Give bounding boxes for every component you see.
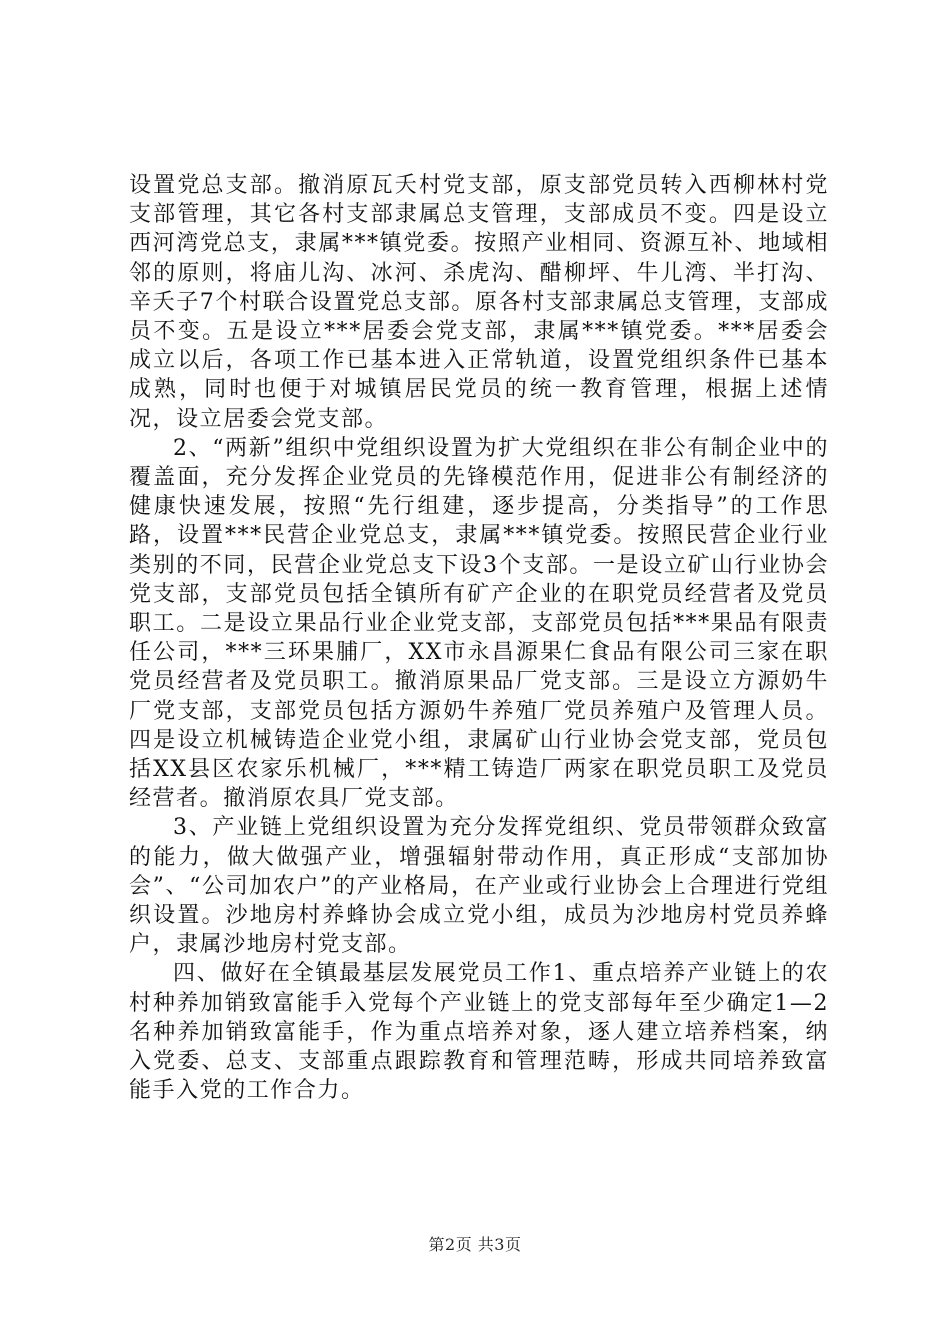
paragraph-1: 设置党总支部。撤消原瓦夭村党支部，原支部党员转入西柳林村党支部管理，其它各村支部隶属总支管理，支部成员不变。四是设立西河湾党总支，隶属***镇党委。按照产业相同、资源互补、地域相邻的原则，将庙儿沟、冰河、杀虎沟、醋柳坪、牛儿湾、半打沟、辛夭子7个村联合设置党总支部。原各村支部隶属总支管理，支部成员不变。五是设立***居委会党支部，隶属***镇党委。***居委会成立以后，各项工作已基本进入正常轨道，设置党组织条件已基本成熟，同时也便于对城镇居民党员的统一教育管理，根据上述情况，设立居委会党支部。: [129, 173, 829, 432]
page-number-footer: 第2页 共3页: [428, 1235, 522, 1254]
document-body: [129, 171, 829, 1106]
paragraph-4: 四、做好在全镇最基层发展党员工作1、重点培养产业链上的农村种养加销致富能手入党每个产业链上的党支部每年至少确定1—2名种养加销致富能手，作为重点培养对象，逐人建立培养档案，纳入党委、总支、支部重点跟踪教育和管理范畴，形成共同培养致富能手入党的工作合力。: [129, 961, 829, 1104]
paragraph-3: 3、产业链上党组织设置为充分发挥党组织、党员带领群众致富的能力，做大做强产业，增强辐射带动作用，真正形成“支部加协会”、“公司加农户”的产业格局，在产业或行业协会上合理进行党组织设置。沙地房村养蜂协会成立党小组，成员为沙地房村党员养蜂户，隶属沙地房村党支部。: [129, 815, 829, 958]
paragraph-2: 2、“两新”组织中党组织设置为扩大党组织在非公有制企业中的覆盖面，充分发挥企业党员的先锋模范作用，促进非公有制经济的健康快速发展，按照“先行组建，逐步提高，分类指导”的工作思路，设置***民营企业党总支，隶属***镇党委。按照民营企业行业类别的不同，民营企业党总支下设3个支部。一是设立矿山行业协会党支部，支部党员包括全镇所有矿产企业的在职党员经营者及党员职工。二是设立果品行业企业党支部，支部党员包括***果品有限责任公司，***三环果脯厂，XX市永昌源果仁食品有限公司三家在职党员经营者及党员职工。撤消原果品厂党支部。三是设立方源奶牛厂党支部，支部党员包括方源奶牛养殖厂党员养殖户及管理人员。四是设立机械铸造企业党小组，隶属矿山行业协会党支部，党员包括XX县区农家乐机械厂，***精工铸造厂两家在职党员职工及党员经营者。撤消原农具厂党支部。: [129, 435, 829, 812]
